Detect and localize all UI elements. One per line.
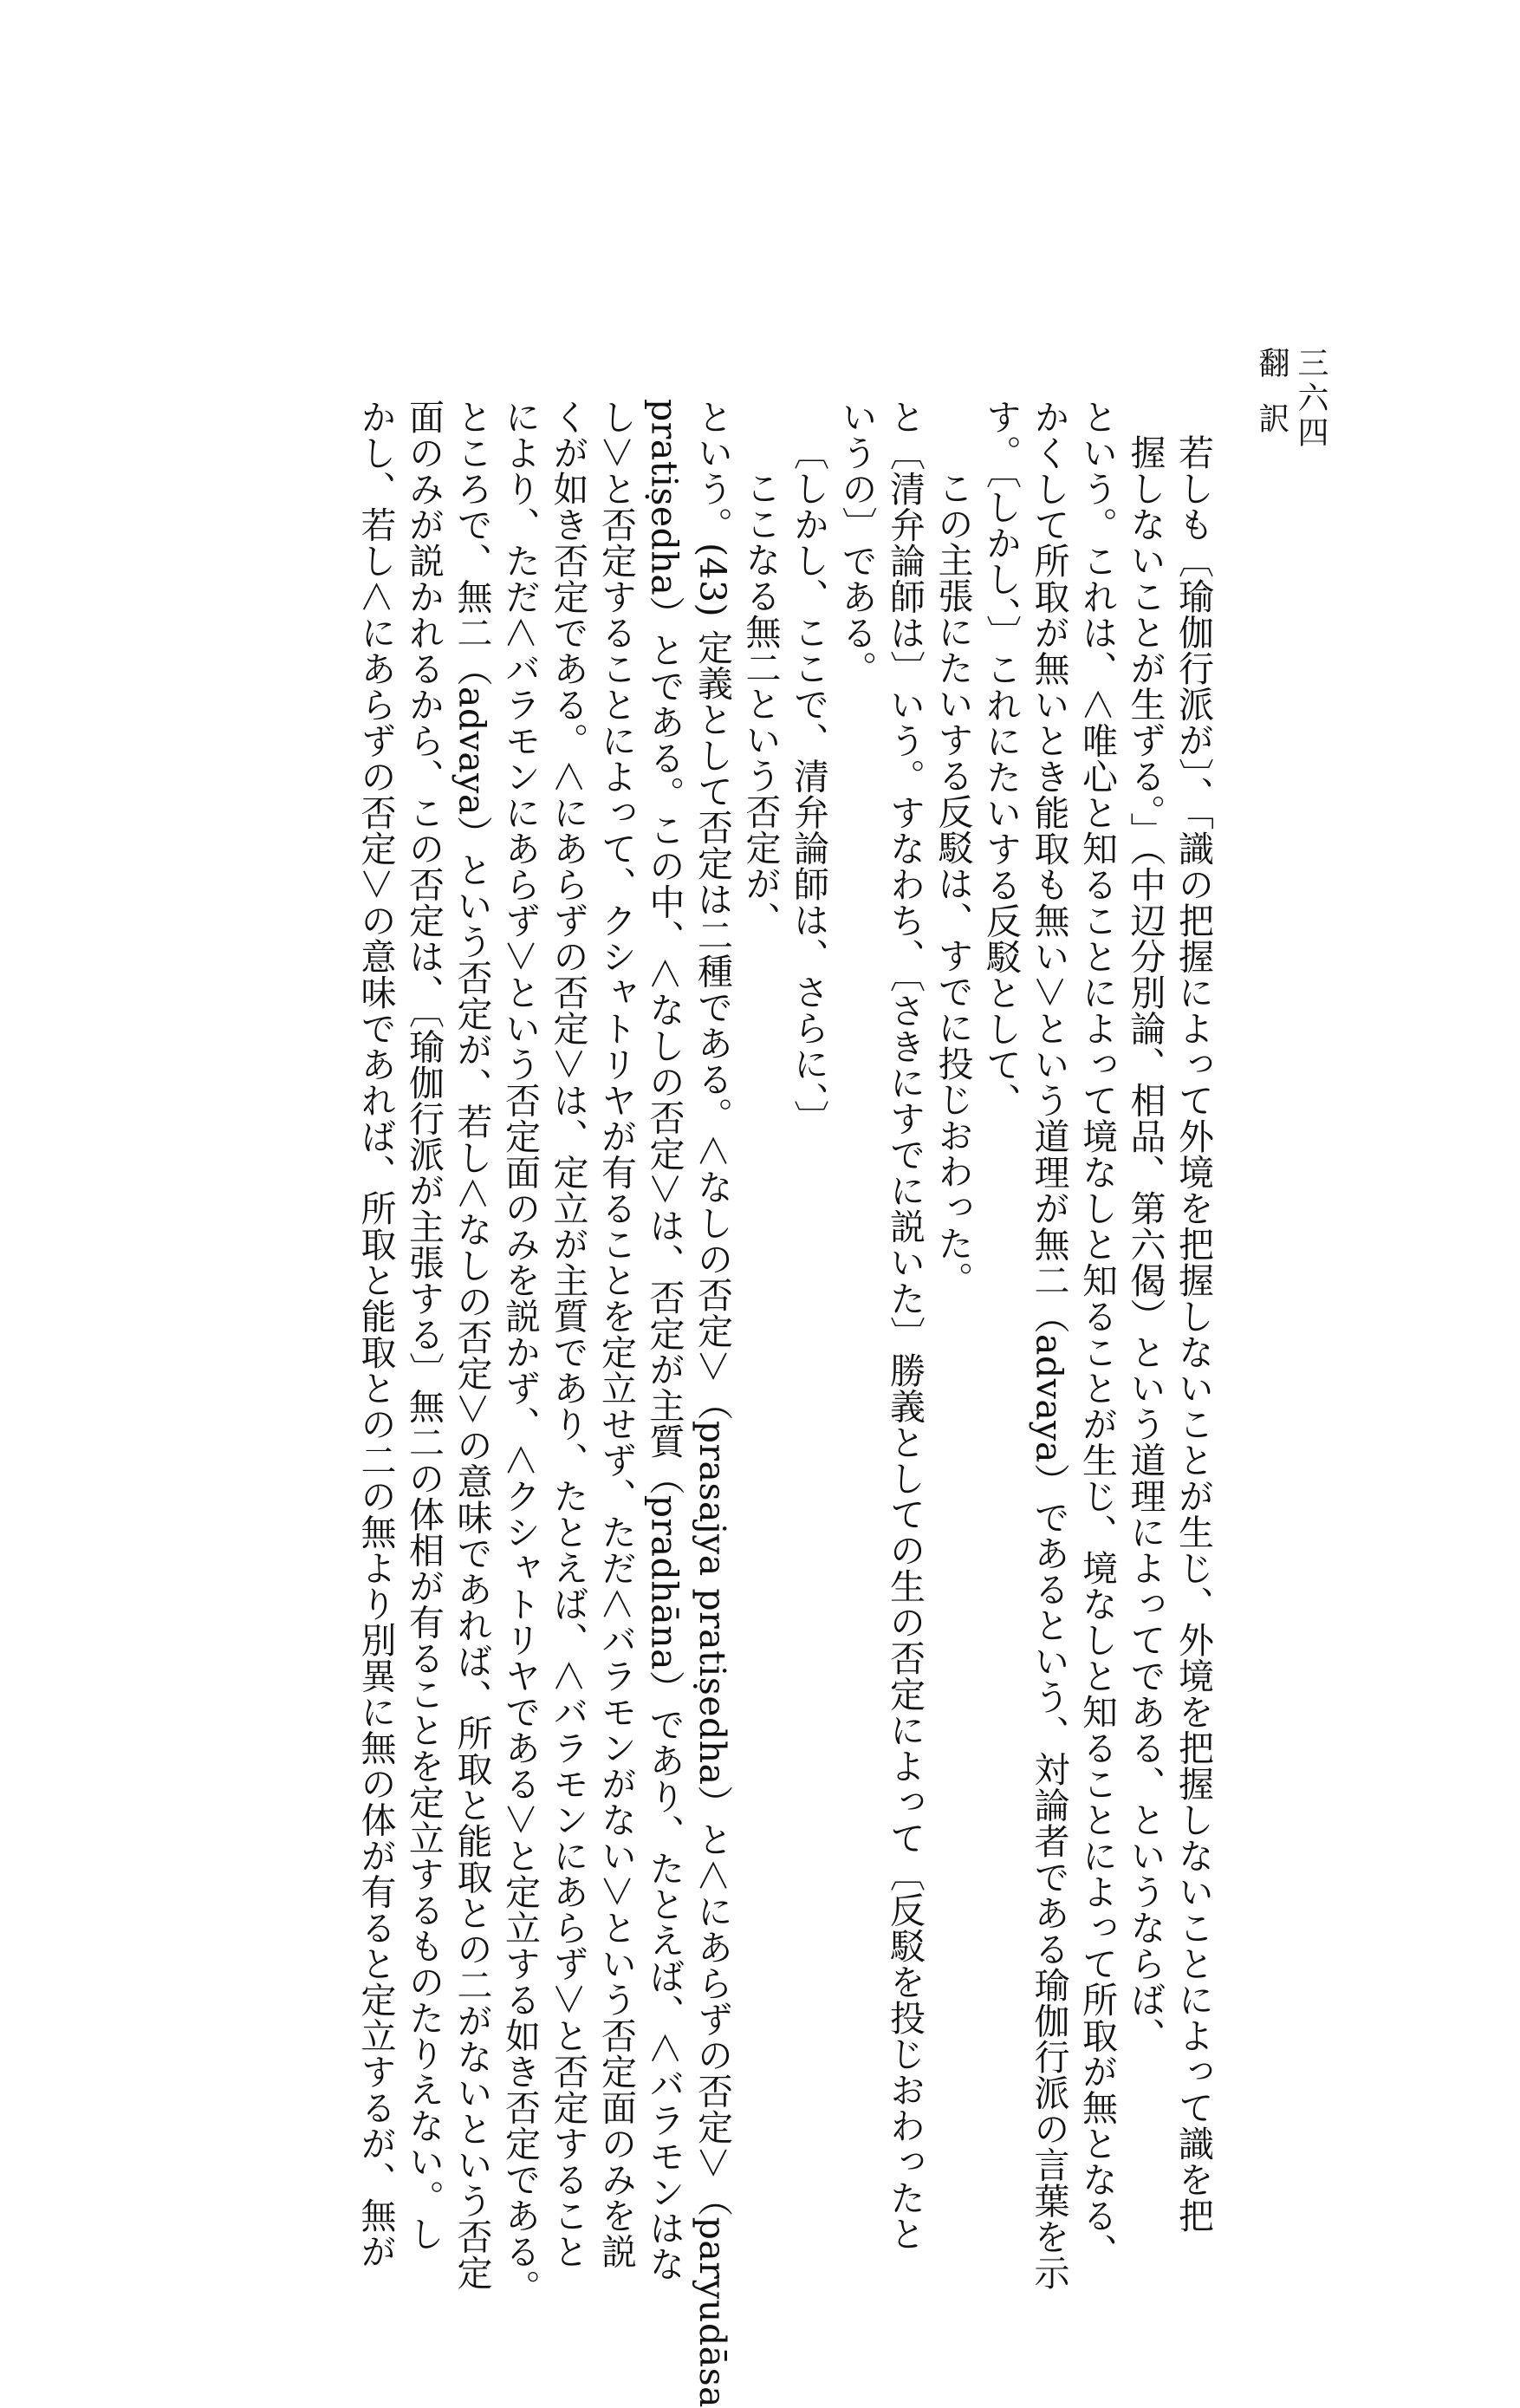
text-line: という。(43) 定義として否定は二種である。＜なしの否定＞（prasajya pratiṣedha）と＜にあらずの否定＞（paryudāsa [692, 399, 733, 2408]
text-line: 〔しかし、ここで、清弁論師は、さらに、〕 [788, 434, 829, 1136]
text-line: ところで、無二（advaya）という否定が、若し＜なしの否定＞の意味であれば、所取と能取との二がないという否定 [451, 399, 493, 2291]
text-line: 握しないことが生ずる。」（中辺分別論、相品、第六偈）という道理によってである、というならば、 [1124, 434, 1166, 2053]
page-number: 三六四 [1293, 347, 1328, 451]
text-line: という。これは、＜唯心と知ることによって境なしと知ることが生じ、境なしと知ることによって所取が無となる、 [1076, 399, 1118, 2269]
text-line: により、ただ＜バラモンにあらず＞という否定面のみを説かず、＜クシャトリヤである＞と定立する如き否定である。 [499, 399, 541, 2306]
text-line: 面のみが説かれるから、この否定は、〔瑜伽行派が主張する〕無二の体相が有ることを定立するものたりえない。し [403, 399, 445, 2252]
text-line: くが如き否定である。＜にあらずの否定＞は、定立が主質であり、たとえば、＜バラモンにあらず＞と否定すること [547, 399, 589, 2269]
text-line: かし、若し＜にあらずの否定＞の意味であれば、所取と能取との二の無より別異に無の体が有ると定立するが、無が [354, 399, 397, 2269]
text-line: ここなる無二という否定が、 [739, 470, 782, 938]
text-line: 若しも〔瑜伽行派が〕、「識の把握によって外境を把握しないことが生じ、外境を把握しないことによって識を把 [1172, 434, 1214, 2234]
text-line: す。〔しかし、〕これにたいする反駁として、 [980, 399, 1022, 1119]
text-line: いうの〕である。 [835, 399, 878, 687]
text-line: pratiṣedha）とである。この中、＜なしの否定＞は、否定が主質（pradhāna）であり、たとえば、＜バラモンはな [643, 399, 685, 2282]
text-line: し＞と否定することによって、クシャトリヤが有ることを定立せず、ただ＜バラモンがない＞という否定面のみを説 [595, 399, 637, 2269]
text-line: かくして所取が無いとき能取も無い＞という道理が無二（advaya）であるという、対論者である瑜伽行派の言葉を示 [1028, 399, 1070, 2291]
text-line: と〔清弁論師は〕いう。すなわち、〔さきにすでに説いた〕勝義としての生の否定によって〔反駁を投じおわったと [884, 399, 926, 2252]
text-line: この主張にたいする反駁は、すでに投じおわった。 [932, 470, 974, 1298]
body-text [351, 399, 1217, 2408]
running-header-title: 翻訳 [1254, 347, 1289, 458]
